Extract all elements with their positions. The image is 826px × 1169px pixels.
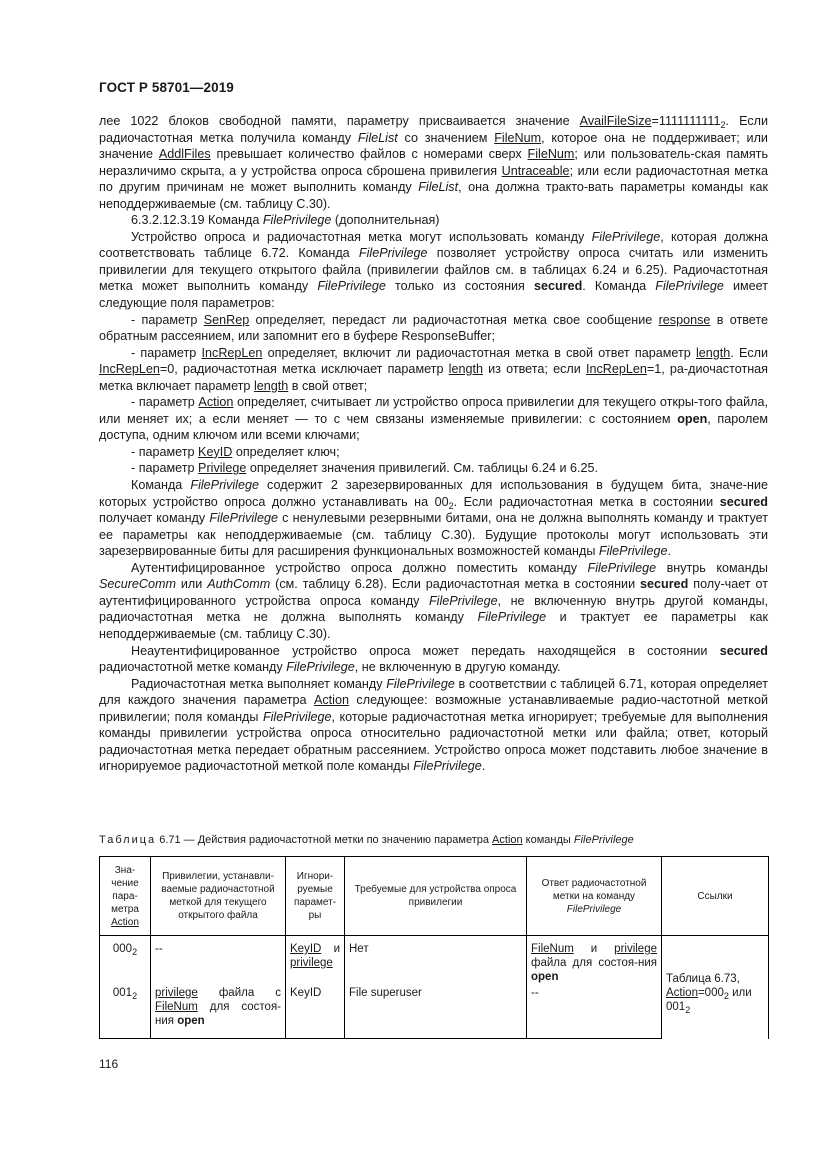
paragraph-intro: Устройство опроса и радиочастотная метка могут использовать команду FilePrivilege, которая должна соответствовать таблице 6.72. Команда FilePrivilege позволяет устройству опроса считать или изменить привилегии для текущего открытого файла (привилегии файлов см. в таблицах 6.24 и 6.25). Радиочастотная метка может выполнить команду FilePrivilege только из состояния secured. Команда FilePrivilege имеет следующие поля параметров: [99,229,768,311]
cell-action-value: $000_2$ [100,936,151,987]
header-action-value: Зна-чение пара-метра Action [100,857,151,936]
cell-privileges: privilege файла с FileNum для состоя-ния open [151,986,286,1039]
cell-action-value: $001_2$ [100,986,151,1039]
list-item: - параметр SenRep определяет, передаст ли радиочастотная метка свое сообщение response в ответе обратным рассеянием, или запомнит его в буфере ResponseBuffer; [99,312,769,344]
paragraph-reserved-bits: Команда FilePrivilege содержит 2 зарезервированных для использования в будущем бита, значе-ние которых устройство опроса должно устанавливать на $00_2$. Если радиочастотная метка в состоянии secured получает команду FilePrivilege с ненулевыми резервными битами, она не должна выполнять команду и трактует ее параметры как неподдерживаемые (см. таблицу С.30). Будущие протоколы могут использовать эти зарезервированные биты для расширения функциональных возможностей команды FilePrivilege. [99,478,769,559]
cell-privileges: -- [151,936,286,987]
table-row [100,936,769,987]
paragraph-continuation: лее 1022 блоков свободной памяти, параметру присваивается значение $AvailFileSize=1111111111_2$. Если радиочастотная метка получила команду FileList со значением FileNum, которое она не поддерживает; или значение AddlFiles превышает количество файлов с номерами сверх FileNum; или пользователь-ская память неразличимо скрыта, а у устройства опроса сброшена привилегия Untraceable; или если радиочастотная метка по другим причинам не может выполнить команду FileList, она должна тракто-вать параметры команды как неподдерживаемые (см. таблицу С.30). [99,114,769,211]
paragraph-unauthenticated: Неаутентифицированное устройство опроса может передать находящейся в состоянии secured радиочастотной метке команду FilePrivilege, не включенную в другую команду. [99,643,768,675]
page-number: 116 [99,1057,119,1071]
table-header-row [100,857,769,936]
cell-references: Таблица 6.73, $Action=000_2$ или $001_2$ [662,936,769,1039]
document-body [99,113,768,775]
paragraph-execution: Радиочастотная метка выполняет команду FilePrivilege в соответствии с таблицей 6.71, которая определяет для каждого значения параметра Action следующее: возможные устанавливаемые радио-частотной меткой привилегии; поля команды FilePrivilege, которые радиочастотная метка игнорирует; требуемые для выполнения команды привилегии устройства опроса относительно радиочастотной метки или файла; ответ, который радиочастотная метка передает обратным рассеянием. Устройство опроса может подставить любое значение в игнорируемое радиочастотной меткой поле команды FilePrivilege. [99,676,769,774]
list-item: - параметр IncRepLen определяет, включит ли радиочастотная метка в свой ответ параметр length. Если IncRepLen=0, радиочастотная метка исключает параметр length из ответа; если IncRepLen=1, ра-диочастотная метка включает параметр length в свой ответ; [99,345,768,393]
header-tag-response: Ответ радиочастотной метки на команду FilePrivilege [527,857,662,936]
header-references: Ссылки [662,857,769,936]
action-table [99,856,769,1039]
list-item: - параметр KeyID определяет ключ; [131,444,340,459]
paragraph-authenticated: Аутентифицированное устройство опроса должно поместить команду FilePrivilege внутрь команды SecureComm или AuthComm (см. таблицу 6.28). Если радиочастотная метка в состоянии secured полу-чает от аутентифицированного устройства опроса команду FilePrivilege, не включенную внутрь другой команды, радиочастотная метка не должна выполнять команду FilePrivilege и трактует ее параметры как неподдерживаемые (см. таблицу С.30). [99,560,768,641]
cell-ignored: KeyID [286,986,345,1039]
table-caption: Таблица 6.71 — Действия радиочастотной метки по значению параметра Action команды FilePrivilege [99,834,634,846]
cell-response: FileNum и privilege файла для состоя-ния open [527,936,662,987]
header-required-privileges: Требуемые для устройства опроса привилегии [345,857,527,936]
document-header: ГОСТ Р 58701—2019 [99,80,234,95]
cell-required: Нет [345,936,527,987]
header-privileges-set: Привилегии, устанавли-ваемые радиочастотной меткой для текущего открытого файла [151,857,286,936]
list-item: - параметр Privilege определяет значения привилегий. См. таблицы 6.24 и 6.25. [131,461,599,476]
cell-response: -- [527,986,662,1039]
section-heading: 6.3.2.12.3.19 Команда FilePrivilege (дополнительная) [131,213,440,228]
header-ignored-params: Игнори-руемые парамет-ры [286,857,345,936]
cell-ignored: KeyID и privilege [286,936,345,987]
cell-required: File superuser [345,986,527,1039]
list-item: - параметр Action определяет, считывает ли устройство опроса привилегии для текущего откры-того файла, или меняет их; а если меняет — то с чем связаны изменяемые привилегии: с состоянием open, паролем доступа, одним ключом или всеми ключами; [99,395,768,443]
